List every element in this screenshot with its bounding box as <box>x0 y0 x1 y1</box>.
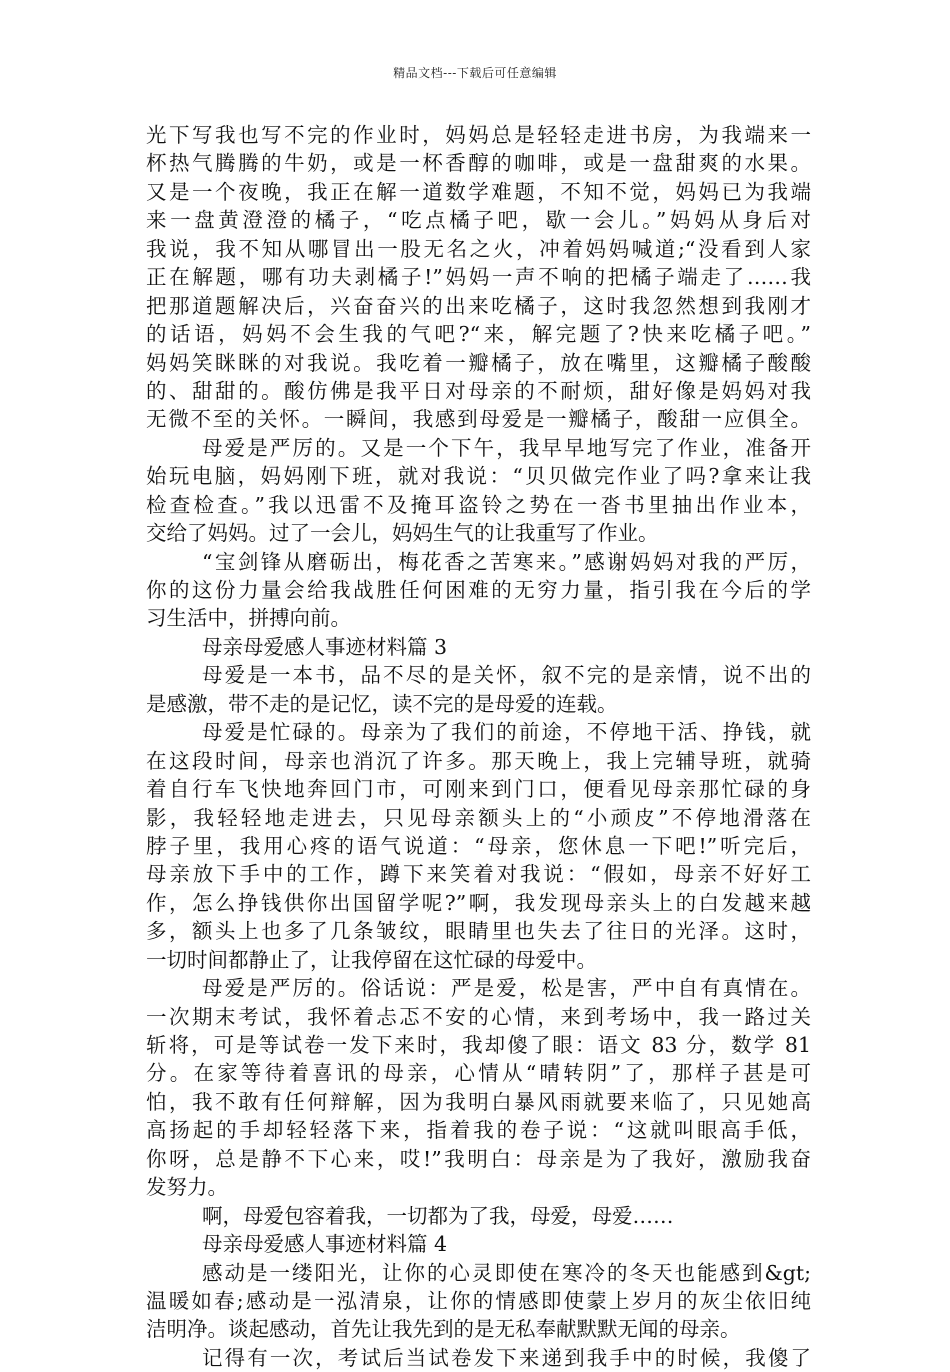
text-line: 分。在家等待着喜讯的母亲，心情从“晴转阴”了，那样子甚是可 <box>146 1061 811 1086</box>
text-line: 发努力。 <box>146 1175 228 1200</box>
text-line: 感动是一缕阳光，让你的心灵即使在寒冷的冬天也能感到&gt; <box>202 1260 811 1285</box>
text-line: 检查检查。”我以迅雷不及掩耳盗铃之势在一沓书里抽出作业本， <box>146 492 811 517</box>
text-line: 正在解题，哪有功夫剥橘子!”妈妈一声不响的把橘子端走了……我 <box>146 265 811 290</box>
text-line: 一切时间都静止了，让我停留在这忙碌的母爱中。 <box>146 947 597 972</box>
text-line: 母亲放下手中的工作，蹲下来笑着对我说：“假如，母亲不好好工 <box>146 862 811 887</box>
text-line: 无微不至的关怀。一瞬间，我感到母爱是一瓣橘子，酸甜一应俱全。 <box>146 407 811 432</box>
text-line: 又是一个夜晚，我正在解一道数学难题，不知不觉，妈妈已为我端 <box>146 179 811 204</box>
text-line: 交给了妈妈。过了一会儿，妈妈生气的让我重写了作业。 <box>146 521 659 546</box>
text-line: 来一盘黄澄澄的橘子，“吃点橘子吧，歇一会儿。”妈妈从身后对 <box>146 208 811 233</box>
text-line: “宝剑锋从磨砺出，梅花香之苦寒来。”感谢妈妈对我的严厉， <box>202 549 811 574</box>
text-line: 习生活中，拼搏向前。 <box>146 606 351 631</box>
text-line: 把那道题解决后，兴奋奋兴的出来吃橘子，这时我忽然想到我刚才 <box>146 293 811 318</box>
text-line: 在这段时间，母亲也消沉了许多。那天晚上，我上完辅导班，就骑 <box>146 748 811 773</box>
text-line: 是感激，带不走的是记忆，读不完的是母爱的连载。 <box>146 691 618 716</box>
text-line: 妈妈笑眯眯的对我说。我吃着一瓣橘子，放在嘴里，这瓣橘子酸酸 <box>146 350 811 375</box>
text-line: 我说，我不知从哪冒出一股无名之火，冲着妈妈喊道;“没看到人家 <box>146 236 811 261</box>
text-line: 你呀，总是静不下心来，哎!”我明白：母亲是为了我好，激励我奋 <box>146 1146 811 1171</box>
text-line: 母爱是忙碌的。母亲为了我们的前途，不停地干活、挣钱，就 <box>202 720 811 745</box>
text-line: 你的这份力量会给我战胜任何困难的无穷力量，指引我在今后的学 <box>146 578 811 602</box>
text-line: 母爱是一本书，品不尽的是关怀，叙不完的是亲情，说不出的 <box>202 663 811 688</box>
text-line: 高扬起的手却轻轻落下来，指着我的卷子说：“这就叫眼高手低， <box>146 1118 811 1143</box>
text-line: 记得有一次，考试后当试卷发下来递到我手中的时候，我傻了 <box>202 1345 811 1370</box>
text-line: 啊，母爱包容着我，一切都为了我，母爱，母爱…… <box>202 1203 674 1228</box>
section-heading: 母亲母爱感人事迹材料篇 4 <box>202 1232 448 1257</box>
text-line: 始玩电脑，妈妈刚下班，就对我说：“贝贝做完作业了吗?拿来让我 <box>146 464 811 489</box>
text-line: 光下写我也写不完的作业时，妈妈总是轻轻走进书房，为我端来一 <box>146 123 811 147</box>
text-line: 母爱是严厉的。又是一个下午，我早早地写完了作业，准备开 <box>202 435 811 460</box>
text-line: 一次期末考试，我怀着忐忑不安的心情，来到考场中，我一路过关 <box>146 1004 811 1029</box>
text-line: 作，怎么挣钱供你出国留学呢?”啊，我发现母亲头上的白发越来越 <box>146 890 811 915</box>
section-heading: 母亲母爱感人事迹材料篇 3 <box>202 634 448 659</box>
text-line: 多，额头上也多了几条皱纹，眼睛里也失去了往日的光泽。这时， <box>146 919 811 944</box>
text-line: 母爱是严厉的。俗话说：严是爱，松是害，严中自有真情在。 <box>202 976 811 1001</box>
text-line: 的、甜甜的。酸仿佛是我平日对母亲的不耐烦，甜好像是妈妈对我 <box>146 378 811 403</box>
text-line: 脖子里，我用心疼的语气说道：“母亲，您休息一下吧!”听完后， <box>146 833 811 858</box>
text-line: 杯热气腾腾的牛奶，或是一杯香醇的咖啡，或是一盘甜爽的水果。 <box>146 151 811 176</box>
document-body <box>146 121 811 1372</box>
text-line: 影，我轻轻地走进去，只见母亲额头上的“小顽皮”不停地滑落在 <box>146 805 811 830</box>
text-line: 的话语，妈妈不会生我的气吧?“来，解完题了?快来吃橘子吧。” <box>146 322 811 347</box>
text-line: 着自行车飞快地奔回门市，可刚来到门口，便看见母亲那忙碌的身 <box>146 777 811 802</box>
page-header: 精品文档---下载后可任意编辑 <box>393 66 557 80</box>
text-line: 斩将，可是等试卷一发下来时，我却傻了眼：语文 83 分，数学 81 <box>146 1033 811 1057</box>
text-line: 温暖如春;感动是一泓清泉，让你的情感即使蒙上岁月的灰尘依旧纯 <box>146 1288 811 1313</box>
text-line: 怕，我不敢有任何辩解，因为我明白暴风雨就要来临了，只见她高 <box>146 1089 811 1114</box>
text-line: 洁明净。谈起感动，首先让我先到的是无私奉献默默无闻的母亲。 <box>146 1317 741 1342</box>
